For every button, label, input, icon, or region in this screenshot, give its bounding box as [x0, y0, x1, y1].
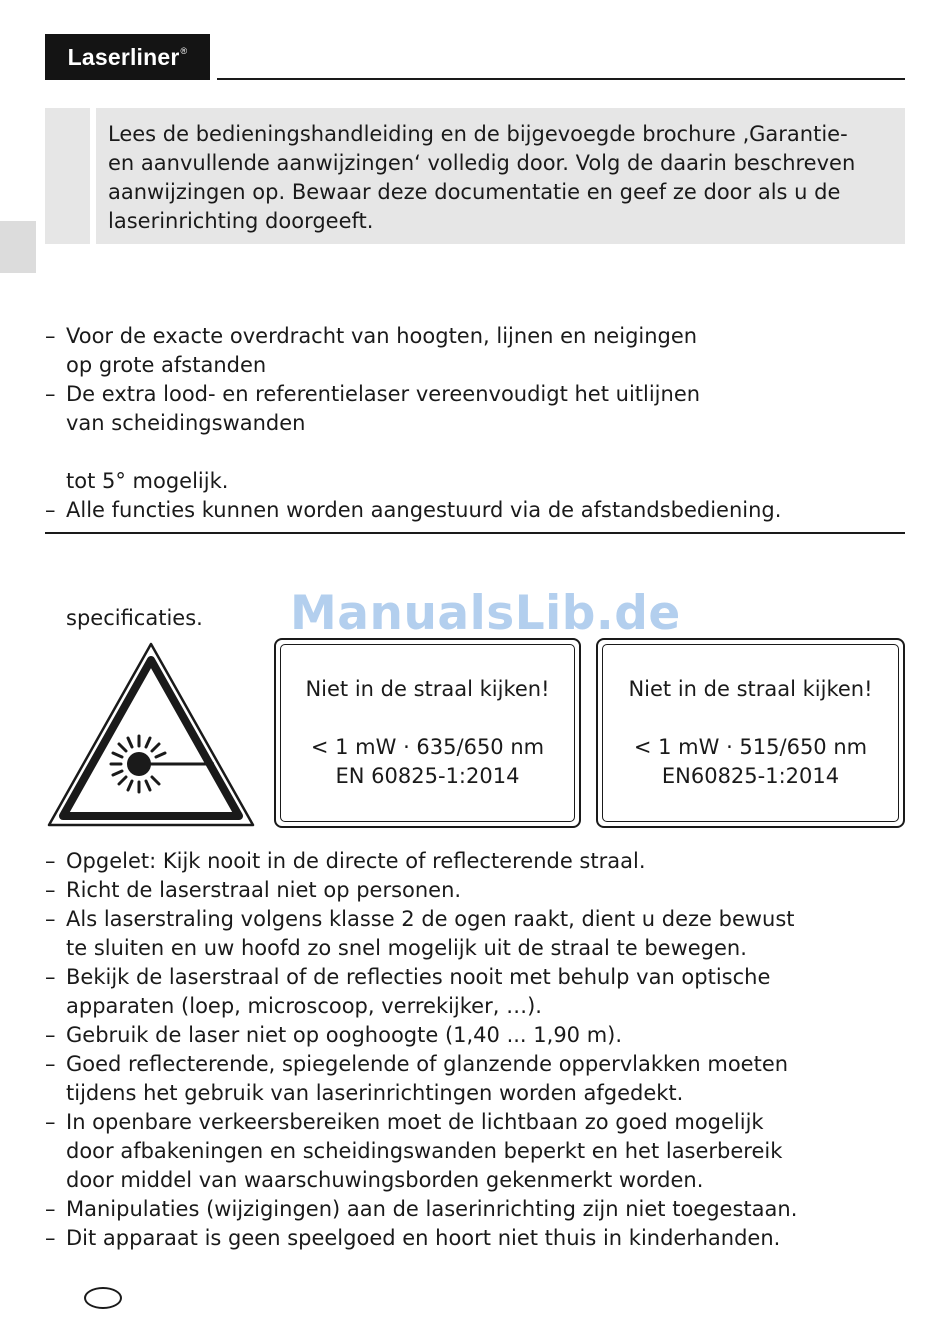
- feature-list: [45, 322, 700, 438]
- list-line: Richt de laserstraal niet op personen.: [66, 878, 462, 902]
- language-side-tab: [0, 221, 36, 273]
- language-badge: [84, 1287, 122, 1309]
- note-icon-gutter: [45, 108, 90, 244]
- label-standard: EN 60825-1:2014: [335, 764, 520, 788]
- list-line: door middel van waarschuwingsborden gekenmerkt worden.: [66, 1168, 704, 1192]
- list-line: Opgelet: Kijk nooit in de directe of reflecterende straal.: [66, 849, 646, 873]
- watermark: ManualsLib.de: [290, 586, 681, 641]
- list-line: apparaten (loep, microscoop, verrekijker, …).: [66, 994, 542, 1018]
- list-item: [45, 963, 797, 1021]
- list-line: Gebruik de laser niet op ooghoogte (1,40 ... 1,90 m).: [66, 1023, 623, 1047]
- laser-label-inner: [280, 644, 575, 822]
- label-warning: Niet in de straal kijken!: [628, 677, 873, 701]
- list-line: De extra lood- en referentielaser vereenvoudigt het uitlijnen: [66, 382, 701, 406]
- list-line: van scheidingswanden: [66, 411, 306, 435]
- list-item: [45, 876, 797, 905]
- note-line: en aanvullende aanwijzingen‘ volledig door. Volg de daarin beschreven: [108, 151, 856, 175]
- feature-continuation: tot 5° mogelijk.: [66, 469, 229, 493]
- section-rule: [45, 532, 905, 534]
- laserliner-logo: [45, 34, 210, 80]
- list-item: [45, 1195, 797, 1224]
- laser-label-red: [274, 638, 581, 828]
- list-line: Alle functies kunnen worden aangestuurd via de afstandsbediening.: [66, 498, 782, 522]
- note-line: aanwijzingen op. Bewaar deze documentatie en geef ze door als u de: [108, 180, 841, 204]
- label-power: < 1 mW · 515/650 nm: [633, 735, 868, 759]
- label-warning: Niet in de straal kijken!: [305, 677, 550, 701]
- note-line: Lees de bedieningshandleiding en de bijgevoegde brochure ‚Garantie-: [108, 122, 848, 146]
- label-standard: EN60825-1:2014: [661, 764, 840, 788]
- note-box: [45, 108, 905, 244]
- safety-intro: specificaties.: [66, 606, 203, 630]
- safety-list: [45, 847, 797, 1253]
- list-item: [45, 847, 797, 876]
- list-line: door afbakeningen en scheidingswanden beperkt en het laserbereik: [66, 1139, 783, 1163]
- list-item: [45, 1021, 797, 1050]
- list-line: In openbare verkeersbereiken moet de lichtbaan zo goed mogelijk: [66, 1110, 764, 1134]
- laser-warning-icon: [46, 641, 256, 829]
- logo-text: Laserliner: [67, 43, 180, 70]
- list-line: Dit apparaat is geen speelgoed en hoort niet thuis in kinderhanden.: [66, 1226, 781, 1250]
- list-item: [45, 322, 700, 380]
- list-line: Bekijk de laserstraal of de reflecties nooit met behulp van optische: [66, 965, 771, 989]
- note-text: [108, 120, 898, 236]
- list-item: [45, 1108, 797, 1195]
- feature-list-end: [45, 496, 781, 525]
- list-item: [45, 1050, 797, 1108]
- list-item: [45, 496, 781, 525]
- laser-label-inner: [602, 644, 899, 822]
- list-line: Goed reflecterende, spiegelende of glanzende oppervlakken moeten: [66, 1052, 789, 1076]
- label-power: < 1 mW · 635/650 nm: [310, 735, 545, 759]
- list-line: Manipulaties (wijzigingen) aan de laserinrichting zijn niet toegestaan.: [66, 1197, 798, 1221]
- list-line: Voor de exacte overdracht van hoogten, lijnen en neigingen: [66, 324, 698, 348]
- list-item: [45, 905, 797, 963]
- list-line: op grote afstanden: [66, 353, 267, 377]
- laser-label-green: [596, 638, 905, 828]
- note-line: laserinrichting doorgeeft.: [108, 209, 374, 233]
- list-line: tijdens het gebruik van laserinrichtingen worden afgedekt.: [66, 1081, 684, 1105]
- registered-mark: ®: [180, 46, 188, 56]
- list-item: [45, 380, 700, 438]
- list-line: Als laserstraling volgens klasse 2 de ogen raakt, dient u deze bewust: [66, 907, 795, 931]
- list-item: [45, 1224, 797, 1253]
- list-line: te sluiten en uw hoofd zo snel mogelijk uit de straal te bewegen.: [66, 936, 747, 960]
- header-rule: [217, 78, 905, 80]
